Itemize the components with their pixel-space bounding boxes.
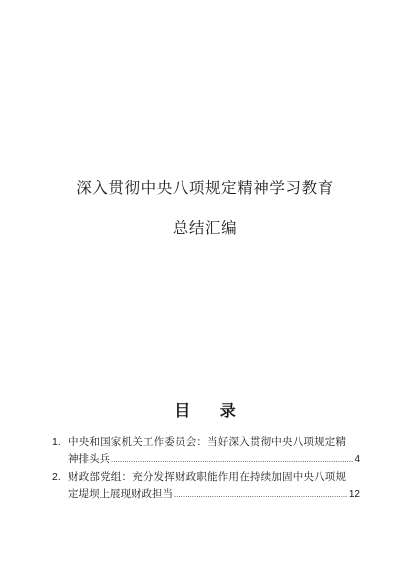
toc-entry-page-number: 4	[354, 454, 360, 465]
document-title: 深入贯彻中央八项规定精神学习教育	[76, 179, 334, 197]
toc-entry-title-line2: 定堤坝上展现财政担当	[68, 488, 173, 500]
toc-entry[interactable]	[52, 469, 360, 503]
toc-entry-page-number: 12	[348, 489, 360, 500]
toc-entry-title-line1: 中央和国家机关工作委员会：当好深入贯彻中央八项规定精	[68, 436, 347, 448]
toc-entry-title-line1: 财政部党组：充分发挥财政职能作用在持续加固中央八项规	[68, 471, 347, 483]
toc-heading: 目 录	[174, 401, 248, 420]
toc-entry-title-line2-row	[68, 451, 360, 468]
toc-entry-number: 1.	[52, 436, 61, 448]
document-subtitle: 总结汇编	[172, 219, 238, 237]
toc-leader-dots	[174, 486, 348, 503]
toc-entry-title-line2: 神排头兵	[68, 453, 110, 465]
table-of-contents	[52, 434, 360, 504]
toc-leader-dots	[111, 451, 353, 468]
toc-entry-title-line2-row	[68, 486, 360, 503]
toc-entry[interactable]	[52, 434, 360, 468]
toc-entry-number: 2.	[52, 471, 61, 483]
